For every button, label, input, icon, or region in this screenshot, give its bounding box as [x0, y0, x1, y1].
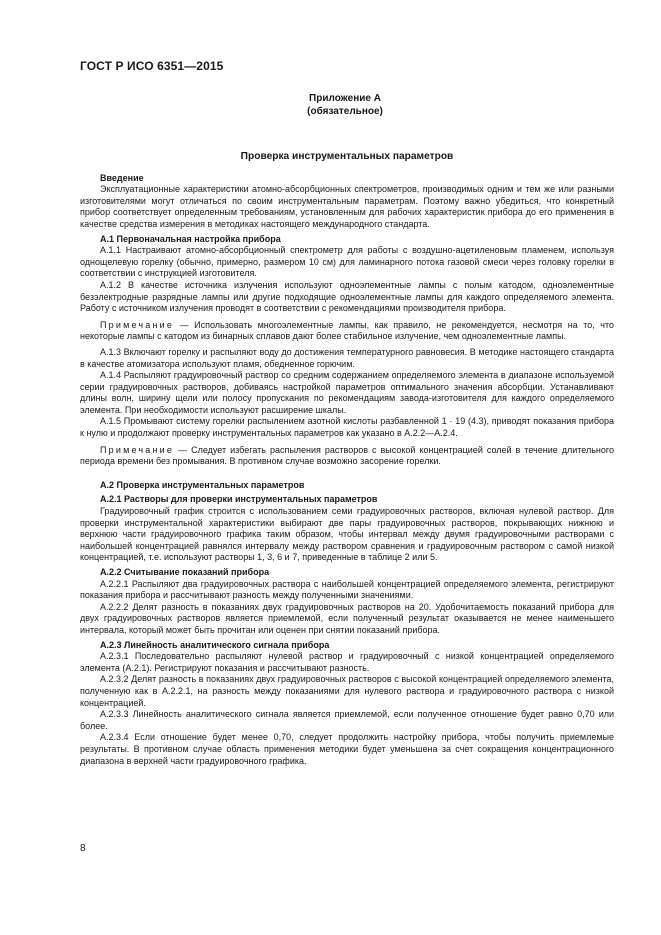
annex-subtitle: (обязательное)	[307, 106, 383, 117]
intro-heading: Введение	[100, 172, 144, 183]
a1-3-paragraph: А.1.3 Включают горелку и распыляют воду до достижения температурного равновесия. В методике настоящего стандарта в качестве атомизатора используют пламя, обедненное горючим.	[80, 346, 614, 369]
note-1	[80, 320, 614, 343]
a1-4-paragraph: А.1.4 Распыляют градуировочный раствор со средним содержанием определяемого элемента в диапазоне используемой серии градуировочных растворов, добиваясь настройкой параметров оптимального значения абсорбции. Устанавливают длины волн, ширину щели или полосу пропускания по рекомендациям завода-изготовителя для каждого определяемого элемента. При необходимости используют расширение шкалы.	[80, 370, 614, 415]
a2-1-paragraph: Градуировочный график строится с использованием семи градуировочных растворов, включая нулевой раствор. Для проверки инструментальной характеристики выбирают две пары градуировочных растворов, покрывающих нижнюю и верхнюю части градуировочного графика таким образом, чтобы интервал между двумя градуировочными растворами с наибольшей концентрацией равнялся интервалу между раствором сравнения и градуировочным раствором с самой низкой концентрацией, т.е. используют растворы 1, 3, 6 и 7, приведенные в таблице 2 или 5.	[80, 506, 614, 563]
standard-header: ГОСТ Р ИСО 6351—2015	[80, 59, 224, 73]
intro-paragraph: Эксплуатационные характеристики атомно-абсорбционных спектрометров, производимых одним и тем же или разными изготовителями могут отличаться по своим инструментальным параметрам. Поэтому важно убедиться, что конкретный прибор соответствует определенным требованиям, установленным для рабочих характеристик прибора до его применения в качестве средства измерения в методиках настоящего международного стандарта.	[80, 184, 614, 229]
note-1-label: Примечание	[100, 319, 175, 330]
note-1-text: — Использовать многоэлементные лампы, как правило, не рекомендуется, несмотря на то, что некоторые лампы с катодом из бинарных сплавов дают более стабильное излучение, чем одноэлементные лампы.	[80, 319, 614, 342]
annex-title: Приложение А	[309, 93, 381, 104]
document-body	[80, 151, 614, 767]
a2-2-1-paragraph: А.2.2.1 Распыляют два градуировочных раствора с наибольшей концентрацией определяемого элемента, регистрируют показания прибора и рассчитывают разность между полученными значениями.	[80, 578, 614, 601]
a2-3-3-paragraph: А.2.3.3 Линейность аналитического сигнала является приемлемой, если полученное отношение будет равно 0,70 или более.	[80, 709, 614, 731]
a2-2-2-paragraph: А.2.2.2 Делят разность в показаниях двух градуировочных растворов на 20. Удобочитаемость показаний прибора для двух градуировочных растворов является приемлемой, если полученный результат оказывается не менее наименьшего интервала, который может быть прочитан или оценен при снятии показаний прибора.	[80, 601, 614, 635]
a1-2-paragraph: А.1.2 В качестве источника излучения используют одноэлементные лампы с полым катодом, одноэлементные безэлектродные разрядные лампы или другие подходящие одноэлементные лампы для каждого определяемого элемента. Работу с источником излучения проводят в соответствии с рекомендациями производителя прибора.	[80, 279, 614, 314]
a1-1-paragraph: А.1.1 Настраивают атомно-абсорбционный спектрометр для работы с воздушно-ацетиленовым пламенем, используя однощелевую горелку (обычно, примерно, размером 10 см) для ламинарного потока газовой смеси через головку горелки в соответствии с инструкцией изготовителя.	[80, 245, 614, 279]
note-2-label: Примечание	[100, 444, 175, 455]
a2-3-2-paragraph: А.2.3.2 Делят разность в показаниях двух градуировочных растворов с высокой концентрацией определяемого элемента, полученную как в А.2.2.1, на разность между показаниями для нулевого раствора и градуировочного раствора с низкой концентрацией.	[80, 674, 614, 708]
note-2	[80, 445, 614, 468]
page-number: 8	[80, 843, 86, 854]
a2-3-4-paragraph: А.2.3.4 Если отношение будет менее 0,70, следует продолжить настройку прибора, чтобы получить приемлемые результаты. В противном случае область применения методики будет уменьшена за счет сокращения концентрационного диапазона в верхней части градуировочного графика.	[80, 732, 614, 766]
a2-3-heading: А.2.3 Линейность аналитического сигнала прибора	[100, 639, 330, 650]
section-title: Проверка инструментальных параметров	[240, 151, 454, 162]
a1-heading: А.1 Первоначальная настройка прибора	[100, 233, 281, 244]
note-2-text: — Следует избегать распыления растворов с высокой концентрацией солей в течение длительного периода времени без промывания. В противном случае возможно засорение горелки.	[80, 444, 614, 467]
a2-2-heading: А.2.2 Считывание показаний прибора	[100, 567, 270, 577]
a2-heading: А.2 Проверка инструментальных параметров	[100, 479, 305, 490]
a2-3-1-paragraph: А.2.3.1 Последовательно распыляют нулевой раствор и градуировочный с низкой концентрацией определяемого элемента (А.2.1). Регистрируют показания и рассчитывают разность.	[80, 651, 614, 673]
a2-1-heading: А.2.1 Растворы для проверки инструментальных параметров	[100, 494, 378, 505]
a1-5-paragraph: А.1.5 Промывают систему горелки распылением азотной кислоты разбавленной 1 · 19 (4.3), приводят показания прибора к нулю и продолжают проверку инструментальных параметров как указано в А.2.2—А.2.4.	[80, 416, 614, 439]
annex-block	[80, 92, 610, 118]
